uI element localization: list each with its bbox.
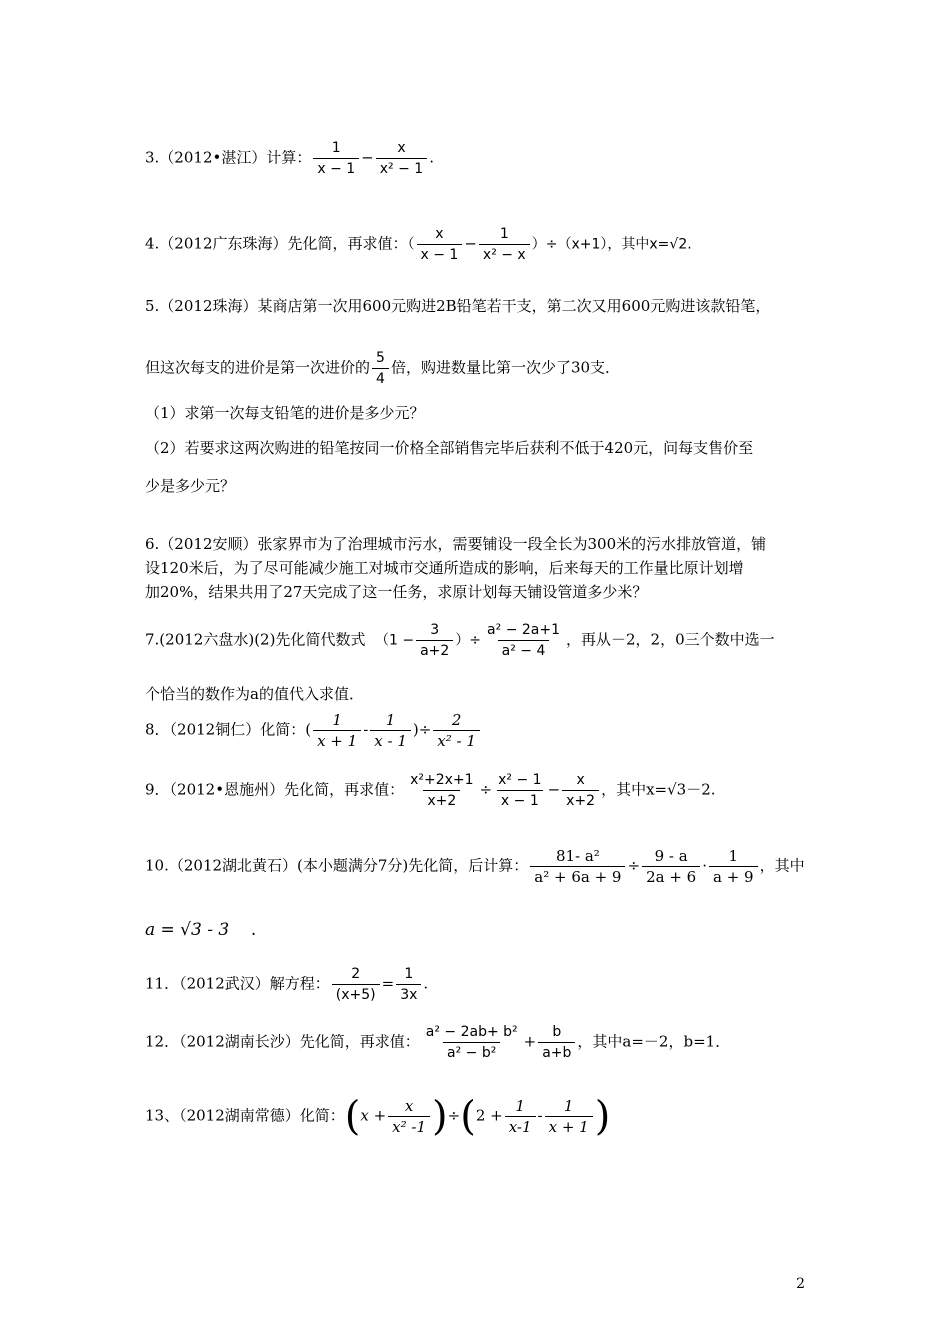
numerator: 81- a² — [555, 847, 600, 865]
problem-6-line-1: 6.（2012安顺）张家界市为了治理城市污水，需要铺设一段全长为300米的污水排放管道，铺 — [145, 535, 767, 553]
problem-11-prefix: 11．（2012武汉）解方程： — [145, 974, 330, 993]
numerator: x — [397, 140, 406, 156]
denominator: x² -1 — [388, 1116, 430, 1137]
suffix: ，其中x=√3－2. — [601, 780, 716, 799]
operator: - — [537, 1106, 543, 1125]
problem-10-prefix: 10.（2012湖北黄石）(本小题满分7分)先化简，后计算： — [145, 856, 529, 875]
denominator: a² − b² — [443, 1042, 500, 1063]
problem-4-prefix: 4.（2012广东珠海）先化简，再求值： — [145, 234, 408, 253]
dot: . — [250, 920, 257, 940]
problem-13 — [145, 1093, 611, 1140]
operator: − — [464, 234, 477, 253]
fraction — [372, 348, 389, 389]
fraction — [505, 1096, 536, 1137]
denominator: 3x — [396, 984, 421, 1005]
numerator: b — [552, 1024, 562, 1040]
fraction — [479, 224, 530, 265]
problem-4-rest: ）÷（x+1），其中 — [531, 236, 650, 253]
denominator: x + 1 — [545, 1116, 593, 1137]
condition: a = √3 - 3 — [145, 920, 230, 940]
text: 但这次每支的进价是第一次进价的 — [145, 358, 371, 377]
fraction — [494, 770, 545, 811]
denominator: 2a + 6 — [642, 866, 700, 887]
page-number: 2 — [796, 1276, 805, 1292]
text: 倍，购进数量比第一次少了30支． — [390, 358, 621, 377]
problem-5-line-2 — [145, 348, 620, 389]
numerator: a² − 2ab+ b² — [425, 1024, 518, 1040]
numerator: x — [435, 226, 444, 242]
operator: + — [523, 1032, 537, 1051]
fraction — [562, 770, 599, 811]
operator: = — [381, 974, 395, 993]
problem-10 — [145, 846, 805, 887]
fraction — [396, 964, 421, 1005]
fraction — [422, 1022, 522, 1063]
problem-7-prefix: 7.(2012六盘水)(2)先化简代数式 — [145, 630, 366, 649]
suffix: . — [429, 148, 434, 167]
operator: ÷ — [627, 856, 641, 875]
operator: ÷ — [479, 780, 493, 799]
problem-5-question-2-cont: 少是多少元？ — [145, 477, 236, 495]
problem-3-prefix: 3.（2012•湛江）计算： — [145, 148, 312, 167]
problem-3 — [145, 138, 434, 179]
denominator: x − 1 — [313, 158, 359, 179]
problem-4 — [145, 224, 692, 265]
denominator: x − 1 — [417, 244, 463, 265]
denominator: a+b — [538, 1042, 575, 1063]
fraction — [642, 846, 700, 887]
fraction — [376, 138, 427, 179]
numerator: x² − 1 — [498, 772, 542, 788]
problem-12 — [145, 1022, 730, 1063]
fraction — [483, 620, 564, 661]
numerator: 1 — [332, 711, 342, 729]
term: x + — [360, 1106, 387, 1125]
problem-8-prefix: 8．（2012铜仁）化简：( — [145, 720, 312, 739]
numerator: 1 — [385, 711, 396, 729]
denominator: a² − 4 — [498, 640, 550, 661]
numerator: 1 — [404, 966, 414, 982]
problem-7 — [145, 620, 775, 661]
numerator: 1 — [499, 226, 509, 242]
operator: - — [363, 720, 369, 739]
numerator: 1 — [728, 847, 739, 865]
numerator: 9 - a — [654, 847, 688, 865]
fraction — [417, 224, 463, 265]
suffix: . — [423, 974, 429, 993]
denominator: x+2 — [562, 790, 599, 811]
denominator: x² - 1 — [433, 730, 480, 751]
fraction — [709, 846, 758, 887]
condition: x=√2. — [649, 236, 692, 253]
denominator: 4 — [372, 368, 389, 389]
denominator: (x+5) — [332, 984, 380, 1005]
fraction — [530, 846, 625, 887]
operator: − — [361, 148, 374, 167]
numerator: 2 — [451, 711, 462, 729]
operator: − — [547, 780, 561, 799]
fraction — [545, 1096, 593, 1137]
numerator: 3 — [430, 622, 440, 638]
problem-7-line-2: 个恰当的数作为a的值代入求值． — [145, 685, 364, 703]
numerator: x — [576, 772, 585, 788]
problem-13-prefix: 13、（2012湖南常德）化简： — [145, 1106, 345, 1125]
operator: )÷ — [412, 720, 432, 739]
suffix: ，再从－2，2，0三个数中选一 — [566, 630, 775, 649]
suffix: ，其中a=－2，b=1． — [577, 1032, 731, 1051]
denominator: a² + 6a + 9 — [530, 866, 625, 887]
numerator: 1 — [331, 140, 341, 156]
fraction — [313, 710, 361, 751]
operator: ÷ — [447, 1106, 461, 1125]
numerator: 5 — [376, 350, 385, 366]
fraction — [433, 710, 480, 751]
fraction — [332, 964, 380, 1005]
problem-5-question-2: （2）若要求这两次购进的铅笔按同一价格全部销售完毕后获利不低于420元，问每支售价至 — [145, 439, 754, 457]
denominator: x - 1 — [370, 730, 411, 751]
fraction — [416, 620, 453, 661]
fraction — [406, 770, 477, 811]
problem-8 — [145, 710, 482, 751]
denominator: x² − x — [479, 244, 530, 265]
numerator: 1 — [515, 1097, 525, 1115]
denominator: x − 1 — [497, 790, 543, 811]
problem-12-prefix: 12．（2012湖南长沙）先化简，再求值： — [145, 1032, 420, 1051]
problem-9-prefix: 9．（2012•恩施州）先化简，再求值： — [145, 780, 405, 799]
numerator: x²+2x+1 — [410, 772, 474, 788]
denominator: x + 1 — [313, 730, 361, 751]
problem-11 — [145, 964, 428, 1005]
denominator: x+2 — [423, 790, 460, 811]
paren: ) — [432, 1093, 448, 1140]
denominator: a+2 — [416, 640, 453, 661]
suffix: ，其中 — [759, 856, 805, 875]
fraction — [370, 710, 411, 751]
problem-10-condition — [145, 920, 256, 940]
paren: ) — [594, 1093, 611, 1140]
operator: · — [702, 856, 707, 875]
problem-6-line-3: 加20%，结果共用了27天完成了这一任务，求原计划每天铺设管道多少米？ — [145, 583, 648, 601]
numerator: a² − 2a+1 — [487, 622, 560, 638]
fraction — [538, 1022, 575, 1063]
fraction — [313, 138, 359, 179]
paren: （ — [407, 236, 415, 253]
term: 2 + — [475, 1106, 503, 1125]
fraction — [388, 1096, 430, 1137]
denominator: a + 9 — [709, 866, 758, 887]
paren: （1 − — [375, 632, 415, 649]
problem-6-line-2: 设120米后，为了尽可能减少施工对城市交通所造成的影响，后来每天的工作量比原计划增 — [145, 559, 744, 577]
problem-5-question-1: （1）求第一次每支铅笔的进价是多少元？ — [145, 404, 425, 422]
paren: ( — [344, 1093, 361, 1140]
paren: ）÷ — [455, 632, 482, 649]
numerator: 2 — [351, 966, 361, 982]
problem-5-line-1: 5.（2012珠海）某商店第一次用600元购进2B铅笔若干支，第二次又用600元购进该款铅笔， — [145, 297, 771, 315]
denominator: x-1 — [505, 1116, 536, 1137]
denominator: x² − 1 — [376, 158, 427, 179]
numerator: 1 — [563, 1097, 574, 1115]
paren: ( — [460, 1093, 476, 1140]
numerator: x — [404, 1097, 414, 1115]
problem-9 — [145, 770, 716, 811]
